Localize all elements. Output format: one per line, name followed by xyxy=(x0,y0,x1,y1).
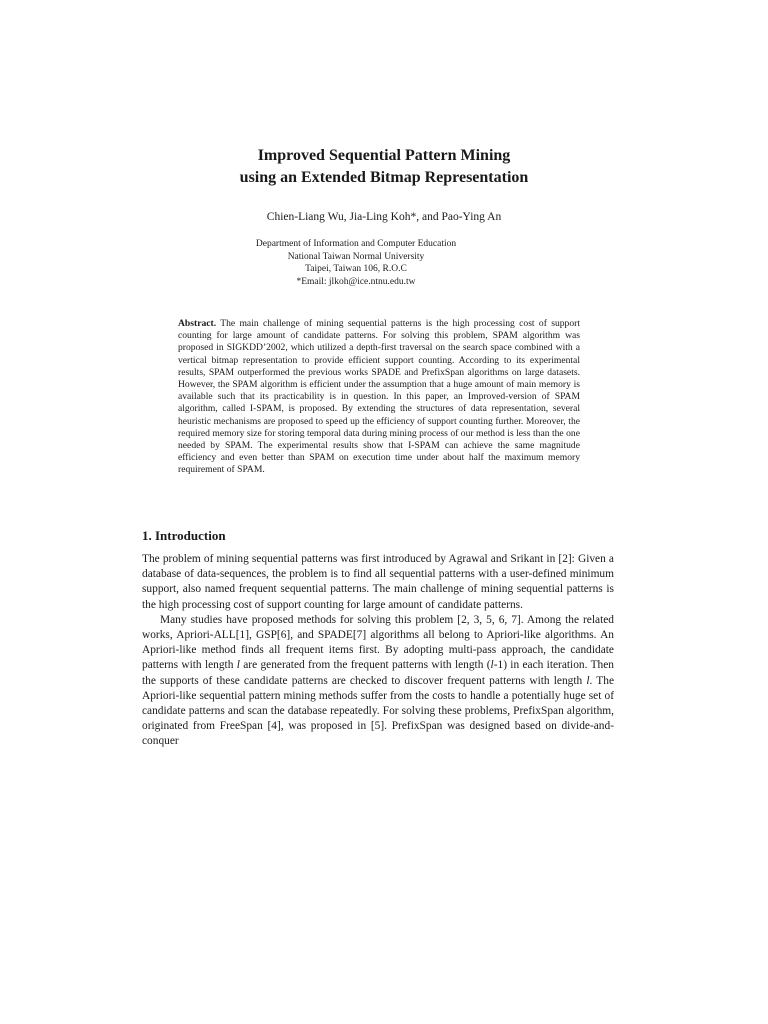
author-list: Chien-Liang Wu, Jia-Ling Koh*, and Pao-Ying An xyxy=(266,211,502,223)
section-heading-introduction: 1. Introduction xyxy=(142,528,226,543)
affiliation-city: Taipei, Taiwan 106, R.O.C xyxy=(305,264,407,274)
abstract-label: Abstract. xyxy=(178,318,217,329)
abstract-text: The main challenge of mining sequential patterns is the high processing cost of support counting for large amount of candidate patterns. For solving this problem, SPAM algorithm was proposed in SIGKDD’2002, which utilized a depth-first traversal on the search space combined with a vertical bitmap representation to provide efficient support counting. According to its experimental results, SPAM outperformed the previous works SPADE and PrefixSpan algorithms on large datasets. However, the SPAM algorithm is efficient under the assumption that a huge amount of main memory is available such that its practicability is in question. In this paper, an Improved-version of SPAM algorithm, called I-SPAM, is proposed. By extending the structures of data representation, several heuristic mechanisms are proposed to speed up the efficiency of support counting further. Moreover, the required memory size for storing temporal data during mining process of our method is less than the one needed by SPAM. The experimental results show that I-SPAM can achieve the same magnitude efficiency and even better than SPAM on execution time under about half the maximum memory requirement of SPAM. xyxy=(178,318,580,476)
variable-l: l xyxy=(586,674,590,687)
affiliation-email: *Email: jlkoh@ice.ntnu.edu.tw xyxy=(296,276,416,287)
paragraph-2-part-4: . The Apriori-like sequential pattern mining methods suffer from the costs to handle a potentially huge set of candidate patterns and scan the database repeatedly. For solving these problems, PrefixSpan algorithm, originated from FreeSpan [4], was proposed in [5]. PrefixSpan was designed based on divide-and-conquer xyxy=(142,674,614,748)
title-line-2: using an Extended Bitmap Representation xyxy=(239,169,529,186)
affiliation-university: National Taiwan Normal University xyxy=(287,251,425,262)
paper-title xyxy=(0,145,768,189)
title-line-1: Improved Sequential Pattern Mining xyxy=(257,147,511,164)
introduction-body xyxy=(142,552,614,750)
paragraph-2-part-3: -1) in each iteration. Then the supports of these candidate patterns are checked to discover frequent patterns with length xyxy=(142,659,614,687)
variable-l: l xyxy=(236,659,240,672)
paragraph-2-part-1: Many studies have proposed methods for solving this problem [2, 3, 5, 6, 7]. Among the related works, Apriori-ALL[1], GSP[6], and SPADE[7] algorithms all belong to Apriori-like algorithms. An Apriori-like method finds all frequent items first. By adopting multi-pass approach, the candidate patterns with length xyxy=(142,613,614,672)
affiliation-block xyxy=(0,238,712,288)
introduction-paragraph-1: The problem of mining sequential patterns was first introduced by Agrawal and Srikant in [2]: Given a database of data-sequences, the problem is to find all sequential patterns with a user-defined minimum support, also named frequent sequential patterns. The main challenge of mining sequential patterns is the high processing cost of support counting for large amount of candidate patterns. xyxy=(142,553,614,611)
introduction-paragraph-2 xyxy=(142,613,614,750)
abstract xyxy=(178,318,580,477)
variable-l: l xyxy=(490,659,494,672)
paragraph-2-part-2: are generated from the frequent patterns with length ( xyxy=(239,659,491,672)
affiliation-department: Department of Information and Computer Education xyxy=(255,239,457,249)
